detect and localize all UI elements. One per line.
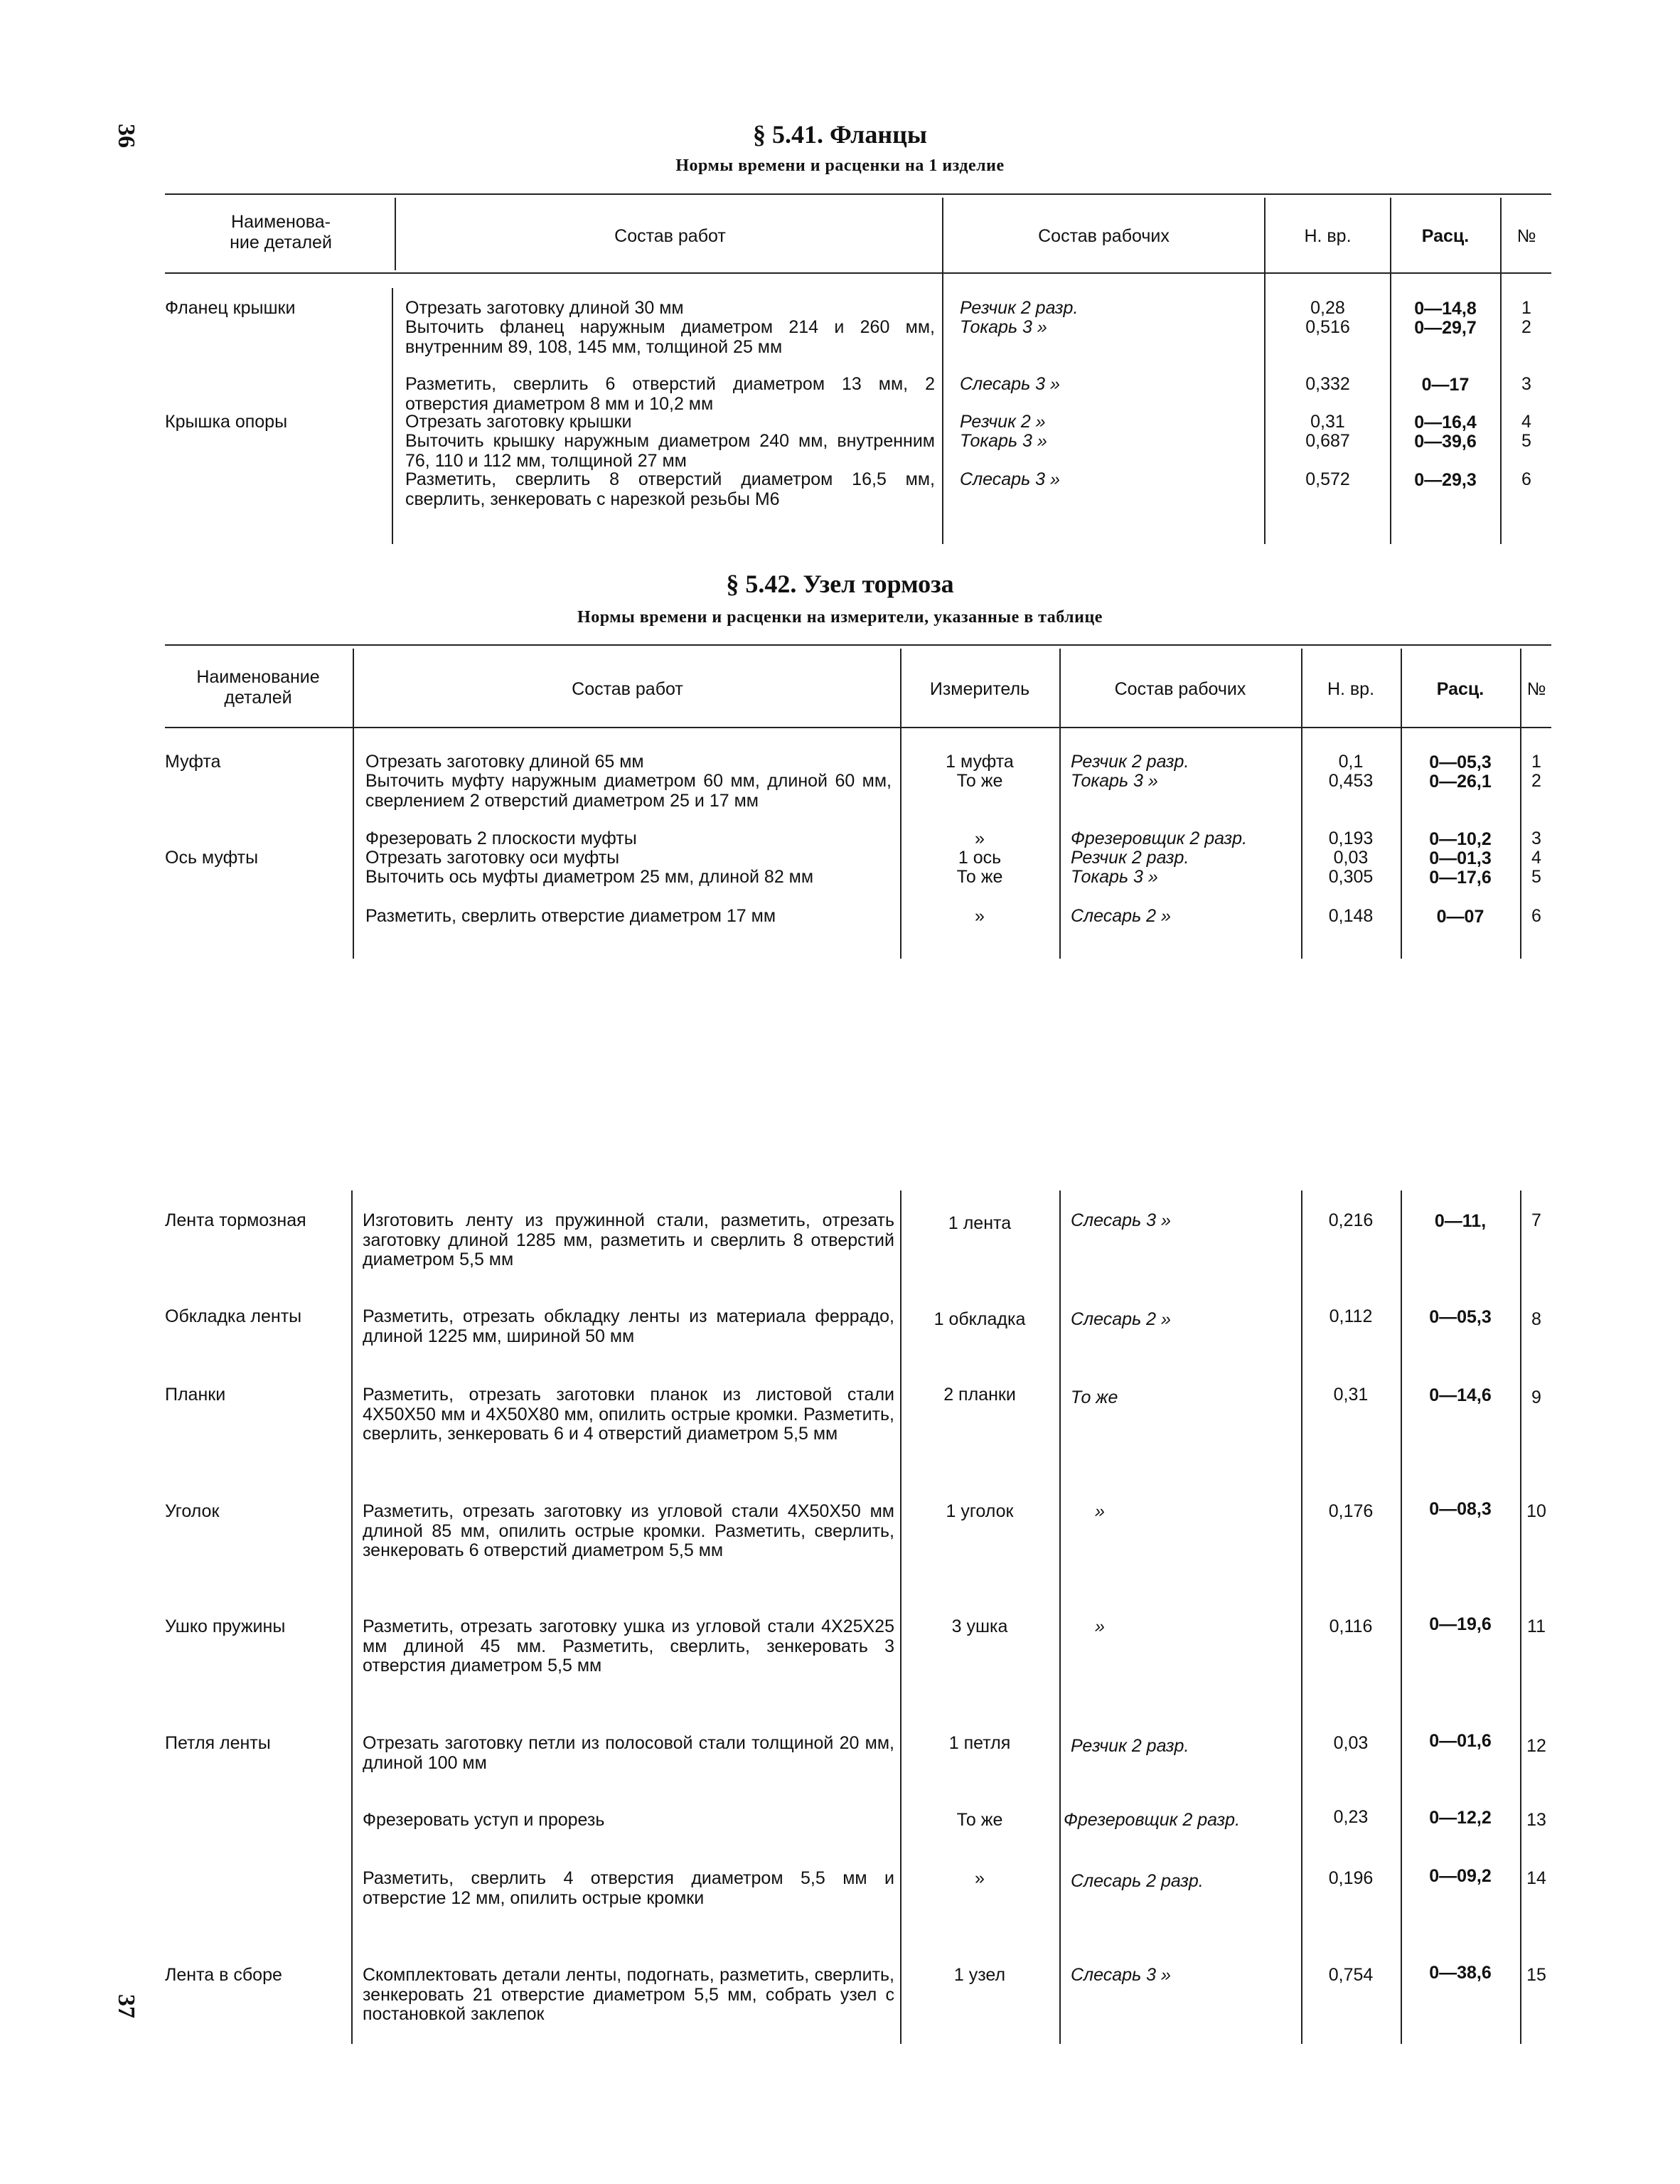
row-number: 5 xyxy=(1531,867,1541,887)
unit: » xyxy=(975,829,985,848)
time-norm: 0,516 xyxy=(1305,317,1350,337)
rate: 0—29,7 xyxy=(1414,318,1477,338)
row-number: 2 xyxy=(1521,317,1531,337)
unit: 1 обкладка xyxy=(933,1309,1026,1329)
row-number: 4 xyxy=(1521,412,1531,432)
row-number: 14 xyxy=(1526,1868,1546,1888)
table-542-divider xyxy=(353,649,354,959)
part-name: Фланец крышки xyxy=(165,298,296,318)
rate: 0—38,6 xyxy=(1429,1963,1492,1983)
time-norm: 0,31 xyxy=(1310,412,1345,432)
rate: 0—29,3 xyxy=(1414,470,1477,490)
part-name: Обкладка ленты xyxy=(165,1306,302,1326)
unit: 3 ушка xyxy=(951,1616,1008,1636)
worker-grade: Токарь 3 » xyxy=(960,317,1047,337)
row-number: 5 xyxy=(1521,431,1531,451)
unit: 1 лента xyxy=(948,1213,1012,1233)
table-542-header-rule xyxy=(165,727,1551,728)
work-description: Разметить, сверлить отверстие диаметром 17 мм xyxy=(365,906,776,926)
work-description: Отрезать заготовку петли из полосовой стали толщиной 20 мм, длиной 100 мм xyxy=(363,1733,894,1773)
rate: 0—17,6 xyxy=(1429,868,1492,888)
work-description: Разметить, отрезать заготовку ушка из угловой стали 4Х25Х25 мм длиной 45 мм. Разметить, сверлить, зенкеровать 3 отверстия диаметром 5,5 мм xyxy=(363,1616,894,1676)
table-542-divider xyxy=(1059,1190,1061,2044)
worker-grade: Токарь 3 » xyxy=(960,431,1047,451)
header-work: Состав работ xyxy=(572,679,683,699)
part-name: Уголок xyxy=(165,1501,220,1521)
table-541-divider xyxy=(1264,198,1266,544)
work-description: Фрезеровать уступ и прорезь xyxy=(363,1810,605,1830)
worker-grade: Слесарь 2 » xyxy=(1071,906,1171,926)
header-number: № xyxy=(1516,226,1536,246)
work-description: Выточить крышку наружным диаметром 240 мм, внутренним 76, 110 и 112 мм, толщиной 27 мм xyxy=(405,431,935,471)
part-name: Петля ленты xyxy=(165,1733,271,1753)
work-description: Выточить фланец наружным диаметром 214 и 260 мм, внутренним 89, 108, 145 мм, толщиной 25 мм xyxy=(405,317,935,357)
work-description: Отрезать заготовку длиной 65 мм xyxy=(365,752,644,772)
unit: » xyxy=(975,1868,985,1888)
table-541-header-rule xyxy=(165,272,1551,274)
time-norm: 0,754 xyxy=(1328,1965,1374,1985)
time-norm: 0,148 xyxy=(1328,906,1374,926)
worker-grade: Токарь 3 » xyxy=(1071,771,1158,791)
time-norm: 0,03 xyxy=(1333,848,1369,868)
worker-grade: То же xyxy=(1071,1387,1118,1407)
page-number-left: 36 xyxy=(113,124,139,148)
rate: 0—16,4 xyxy=(1414,412,1477,432)
rate: 0—08,3 xyxy=(1429,1499,1492,1519)
worker-grade: » xyxy=(1095,1501,1105,1521)
header-time: Н. вр. xyxy=(1327,679,1375,699)
section-541-subtitle: Нормы времени и расценки на 1 изделие xyxy=(675,156,1005,175)
work-description: Разметить, сверлить 6 отверстий диаметром 13 мм, 2 отверстия диаметром 8 мм и 10,2 мм xyxy=(405,374,935,414)
section-542-title: § 5.42. Узел тормоза xyxy=(726,570,954,598)
time-norm: 0,687 xyxy=(1305,431,1350,451)
unit: То же xyxy=(956,867,1003,887)
row-number: 9 xyxy=(1531,1387,1541,1407)
time-norm: 0,31 xyxy=(1333,1385,1369,1405)
work-description: Отрезать заготовку длиной 30 мм xyxy=(405,298,684,318)
work-description: Отрезать заготовку оси муфты xyxy=(365,848,620,868)
unit: 2 планки xyxy=(943,1385,1016,1405)
worker-grade: Фрезеровщик 2 разр. xyxy=(1071,829,1248,848)
row-number: 6 xyxy=(1521,469,1531,489)
table-541-divider xyxy=(392,288,393,544)
time-norm: 0,176 xyxy=(1328,1501,1374,1521)
header-number: № xyxy=(1526,679,1546,699)
rate: 0—05,3 xyxy=(1429,1307,1492,1327)
rate: 0—14,6 xyxy=(1429,1385,1492,1405)
header-name: Наименова- ние деталей xyxy=(230,212,332,252)
time-norm: 0,196 xyxy=(1328,1868,1374,1888)
worker-grade: Резчик 2 разр. xyxy=(1071,1736,1189,1756)
table-541-divider xyxy=(942,198,943,544)
rate: 0—09,2 xyxy=(1429,1866,1492,1886)
time-norm: 0,1 xyxy=(1338,752,1364,772)
header-workers: Состав рабочих xyxy=(1114,679,1246,699)
rate: 0—11, xyxy=(1434,1211,1487,1231)
header-time: Н. вр. xyxy=(1304,226,1352,246)
rate: 0—14,8 xyxy=(1414,299,1477,319)
unit: 1 петля xyxy=(948,1733,1011,1753)
rate: 0—01,6 xyxy=(1429,1731,1492,1751)
row-number: 8 xyxy=(1531,1309,1541,1329)
table-541-divider xyxy=(1500,198,1502,544)
rate: 0—12,2 xyxy=(1429,1808,1492,1828)
row-number: 6 xyxy=(1531,906,1541,926)
row-number: 12 xyxy=(1526,1736,1546,1756)
table-541-divider xyxy=(395,198,396,270)
rate: 0—17 xyxy=(1421,375,1470,395)
worker-grade: Слесарь 3 » xyxy=(960,469,1060,489)
worker-grade: Слесарь 3 » xyxy=(1071,1965,1171,1985)
work-description: Разметить, отрезать обкладку ленты из материала феррадо, длиной 1225 мм, шириной 50 мм xyxy=(363,1306,894,1346)
unit: То же xyxy=(956,1810,1003,1830)
rate: 0—01,3 xyxy=(1429,848,1492,868)
section-542-subtitle: Нормы времени и расценки на измерители, указанные в таблице xyxy=(577,608,1103,627)
time-norm: 0,28 xyxy=(1310,298,1345,318)
unit: 1 узел xyxy=(953,1965,1006,1985)
row-number: 11 xyxy=(1527,1616,1546,1636)
table-541-divider xyxy=(1390,198,1391,544)
row-number: 2 xyxy=(1531,771,1541,791)
worker-grade: Слесарь 2 разр. xyxy=(1071,1871,1204,1891)
rate: 0—10,2 xyxy=(1429,829,1492,849)
worker-grade: Резчик 2 разр. xyxy=(960,298,1079,318)
work-description: Отрезать заготовку крышки xyxy=(405,412,632,432)
work-description: Фрезеровать 2 плоскости муфты xyxy=(365,829,637,848)
row-number: 4 xyxy=(1531,848,1541,868)
part-name: Планки xyxy=(165,1385,226,1405)
header-workers: Состав рабочих xyxy=(1038,226,1170,246)
work-description: Разметить, отрезать заготовки планок из листовой стали 4Х50Х50 мм и 4Х50Х80 мм, опилить острые кромки. Разметить, сверлить, зенкеровать 6 и 4 отверстий диаметром 5,5 мм xyxy=(363,1385,894,1444)
time-norm: 0,453 xyxy=(1328,771,1374,791)
rate: 0—07 xyxy=(1436,907,1484,927)
worker-grade: Слесарь 3 » xyxy=(1071,1210,1171,1230)
row-number: 7 xyxy=(1531,1210,1541,1230)
unit: 1 уголок xyxy=(946,1501,1014,1521)
rate: 0—05,3 xyxy=(1429,752,1492,772)
rate: 0—26,1 xyxy=(1429,772,1492,792)
time-norm: 0,332 xyxy=(1305,374,1350,394)
worker-grade: Резчик 2 » xyxy=(960,412,1046,432)
time-norm: 0,23 xyxy=(1333,1807,1369,1827)
header-rate: Расц. xyxy=(1421,226,1470,246)
header-unit: Измеритель xyxy=(929,679,1030,699)
part-name: Лента тормозная xyxy=(165,1210,306,1230)
row-number: 1 xyxy=(1521,298,1531,318)
row-number: 1 xyxy=(1531,752,1541,772)
time-norm: 0,216 xyxy=(1328,1210,1374,1230)
unit: » xyxy=(975,906,985,926)
row-number: 15 xyxy=(1526,1965,1546,1985)
unit: 1 ось xyxy=(958,848,1002,868)
work-description: Изготовить ленту из пружинной стали, разметить, отрезать заготовку длиной 1285 мм, разметить и сверлить 8 отверстий диаметром 5,5 мм xyxy=(363,1210,894,1269)
worker-grade: Резчик 2 разр. xyxy=(1071,848,1189,868)
part-name: Крышка опоры xyxy=(165,412,288,432)
part-name: Ушко пружины xyxy=(165,1616,286,1636)
work-description: Скомплектовать детали ленты, подогнать, разметить, сверлить, зенкеровать 21 отверстие диаметром 5,5 мм, собрать узел с постановкой заклепок xyxy=(363,1965,894,2024)
part-name: Лента в сборе xyxy=(165,1965,282,1985)
page-number-right: 37 xyxy=(113,1994,139,2018)
work-description: Разметить, сверлить 4 отверстия диаметром 5,5 мм и отверстие 12 мм, опилить острые кромки xyxy=(363,1868,894,1908)
header-work: Состав работ xyxy=(614,226,726,246)
part-name: Муфта xyxy=(165,752,221,772)
work-description: Выточить ось муфты диаметром 25 мм, длиной 82 мм xyxy=(365,867,814,887)
time-norm: 0,112 xyxy=(1329,1306,1373,1326)
time-norm: 0,572 xyxy=(1305,469,1350,489)
table-542-top-rule xyxy=(165,644,1551,646)
time-norm: 0,03 xyxy=(1333,1733,1369,1753)
table-541-top-rule xyxy=(165,193,1551,195)
unit: То же xyxy=(956,771,1003,791)
section-541-title: § 5.41. Фланцы xyxy=(753,120,927,149)
table-542-divider xyxy=(351,1190,353,2044)
worker-grade: » xyxy=(1095,1616,1105,1636)
row-number: 13 xyxy=(1526,1810,1546,1830)
worker-grade: Резчик 2 разр. xyxy=(1071,752,1189,772)
unit: 1 муфта xyxy=(946,752,1014,772)
work-description: Выточить муфту наружным диаметром 60 мм, длиной 60 мм, сверлением 2 отверстий диаметром 25 и 17 мм xyxy=(365,771,892,811)
row-number: 3 xyxy=(1521,374,1531,394)
header-rate: Расц. xyxy=(1436,679,1484,699)
rate: 0—19,6 xyxy=(1429,1614,1492,1634)
work-description: Разметить, отрезать заготовку из угловой стали 4Х50Х50 мм длиной 85 мм, опилить острые кромки. Разметить, сверлить, зенкеровать 6 отверстий диаметром 5,5 мм xyxy=(363,1501,894,1560)
row-number: 3 xyxy=(1531,829,1541,848)
work-description: Разметить, сверлить 8 отверстий диаметром 16,5 мм, сверлить, зенкеровать с нарезкой резьбы М6 xyxy=(405,469,935,509)
worker-grade: Слесарь 2 » xyxy=(1071,1309,1171,1329)
row-number: 10 xyxy=(1526,1501,1546,1521)
worker-grade: Токарь 3 » xyxy=(1071,867,1158,887)
rate: 0—39,6 xyxy=(1414,432,1477,452)
header-name: Наименование деталей xyxy=(196,667,320,708)
time-norm: 0,193 xyxy=(1328,829,1374,848)
time-norm: 0,305 xyxy=(1328,867,1374,887)
worker-grade: Слесарь 3 » xyxy=(960,374,1060,394)
worker-grade: Фрезеровщик 2 разр. xyxy=(1064,1810,1241,1830)
time-norm: 0,116 xyxy=(1329,1616,1373,1636)
part-name: Ось муфты xyxy=(165,848,259,868)
